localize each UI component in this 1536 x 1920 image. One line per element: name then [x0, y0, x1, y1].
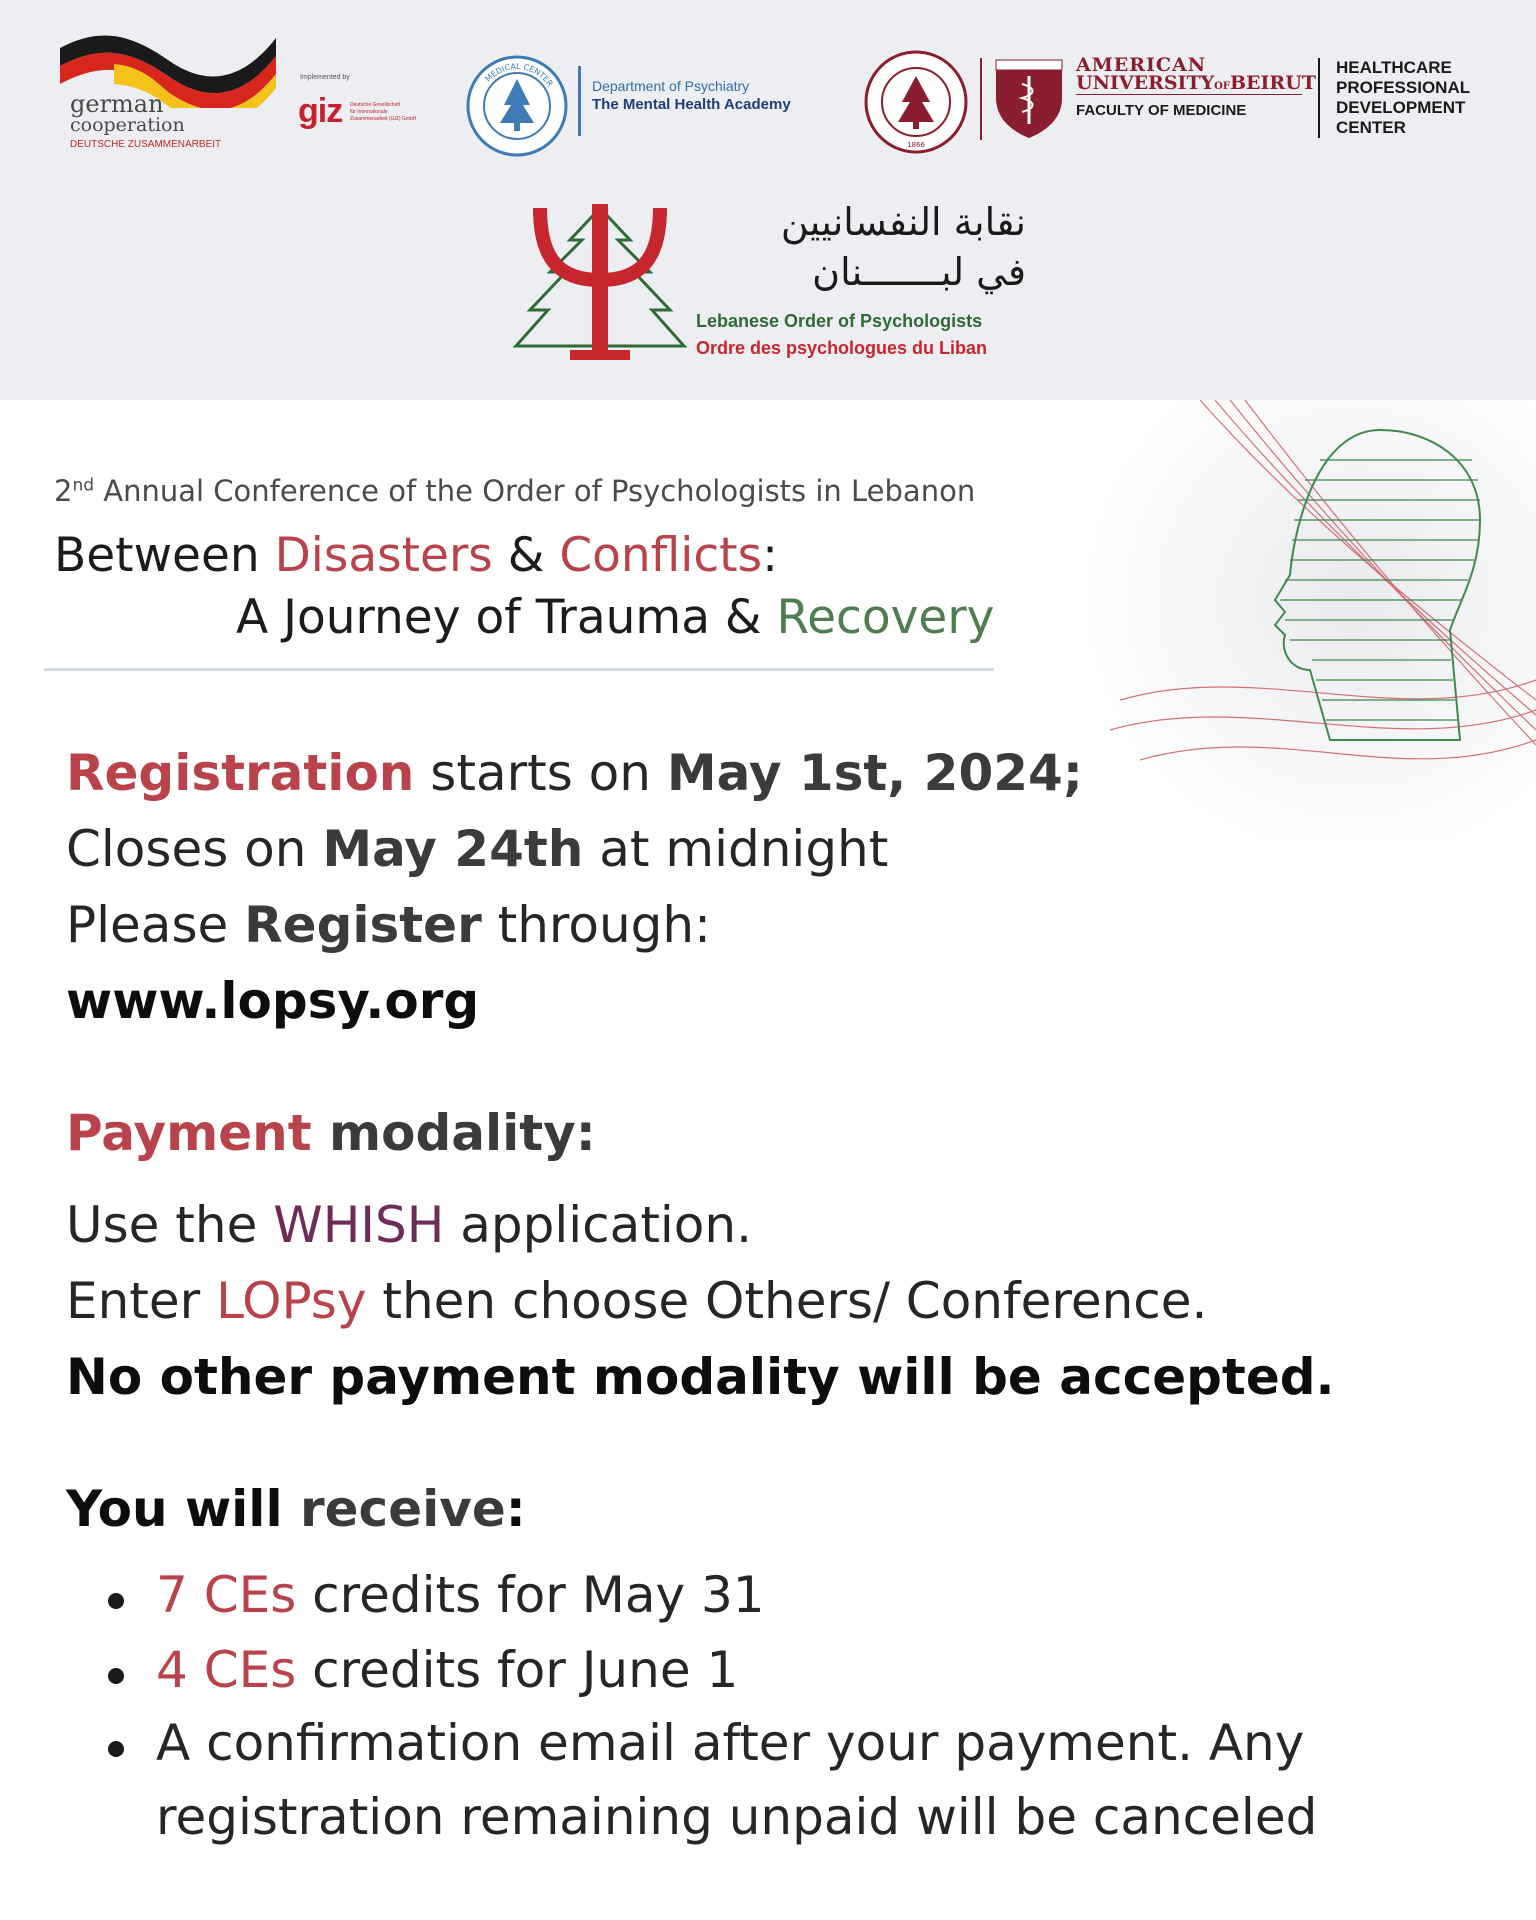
department-of-psychiatry-text: Department of Psychiatry	[592, 78, 750, 94]
receive-item-june1: 4 CEs credits for June 1	[156, 1641, 739, 1699]
deutsche-zusammenarbeit-text: DEUTSCHE ZUSAMMENARBEIT	[70, 139, 222, 150]
implemented-by-text: Implemented by	[300, 74, 350, 81]
faculty-of-medicine-text: FACULTY OF MEDICINE	[1076, 102, 1247, 119]
conference-title-line2: A Journey of Trauma & Recovery	[236, 590, 995, 645]
registration-start-line: Registration starts on May 1st, 2024;	[66, 744, 1083, 802]
registration-url-link[interactable]: www.lopsy.org	[66, 972, 480, 1030]
medical-center-seal-icon	[466, 55, 568, 157]
giz-subtext: Deutsche Gesellschaft für Internationale Zusammenarbeit (GIZ) GmbH	[350, 102, 417, 122]
payment-whish-line: Use the WHISH application.	[66, 1196, 752, 1254]
receive-item-confirmation: A confirmation email after your payment. Any	[156, 1714, 1305, 1772]
lop-arabic-line2: في لبـــــــنان	[812, 250, 1026, 294]
medical-divider	[578, 66, 581, 136]
payment-lopsy-line: Enter LOPsy then choose Others/ Conference.	[66, 1272, 1208, 1330]
mental-health-academy-text: The Mental Health Academy	[592, 96, 791, 113]
receive-item-may31: 7 CEs credits for May 31	[156, 1566, 765, 1624]
conference-subtitle: 2nd Annual Conference of the Order of Psychologists in Lebanon	[54, 474, 976, 508]
registration-close-line: Closes on May 24th at midnight	[66, 820, 889, 878]
aub-university-text: UNIVERSITYOFBEIRUT	[1076, 72, 1316, 94]
svg-text:MEDICAL CENTER: MEDICAL CENTER	[483, 61, 555, 89]
svg-text:1866: 1866	[907, 141, 925, 149]
lop-arabic-line1: نقابة النفسانيين	[780, 200, 1026, 244]
aub-american-text: AMERICAN	[1076, 54, 1207, 76]
register-through-line: Please Register through:	[66, 896, 711, 954]
lop-french-name: Ordre des psychologues du Liban	[696, 338, 988, 358]
giz-wordmark: giz	[298, 92, 343, 130]
aub-medicine-shield-icon	[994, 58, 1064, 140]
hpdc-text: HEALTHCARE PROFESSIONAL DEVELOPMENT CENTER	[1336, 58, 1471, 137]
title-divider	[44, 668, 994, 671]
aub-underline	[1076, 94, 1302, 95]
receive-heading: You will receive:	[66, 1480, 526, 1538]
receive-item-confirmation-continued: registration remaining unpaid will be canceled	[156, 1788, 1318, 1846]
aub-seal-icon	[864, 50, 968, 154]
line-art-head-icon	[1080, 400, 1536, 840]
payment-warning: No other payment modality will be accepted.	[66, 1348, 1335, 1406]
cooperation-text: cooperation	[70, 114, 185, 136]
payment-heading: Payment modality:	[66, 1104, 596, 1162]
german-text: german	[70, 90, 164, 118]
lop-english-name: Lebanese Order of Psychologists	[696, 311, 983, 331]
bullet-icon	[108, 1593, 124, 1609]
hpdc-divider	[1318, 58, 1320, 138]
bullet-icon	[108, 1668, 124, 1684]
aub-divider	[980, 58, 982, 140]
bullet-icon	[108, 1741, 124, 1757]
conference-title-line1: Between Disasters & Conflicts:	[54, 528, 778, 583]
psi-cedar-logo-icon	[510, 200, 690, 370]
